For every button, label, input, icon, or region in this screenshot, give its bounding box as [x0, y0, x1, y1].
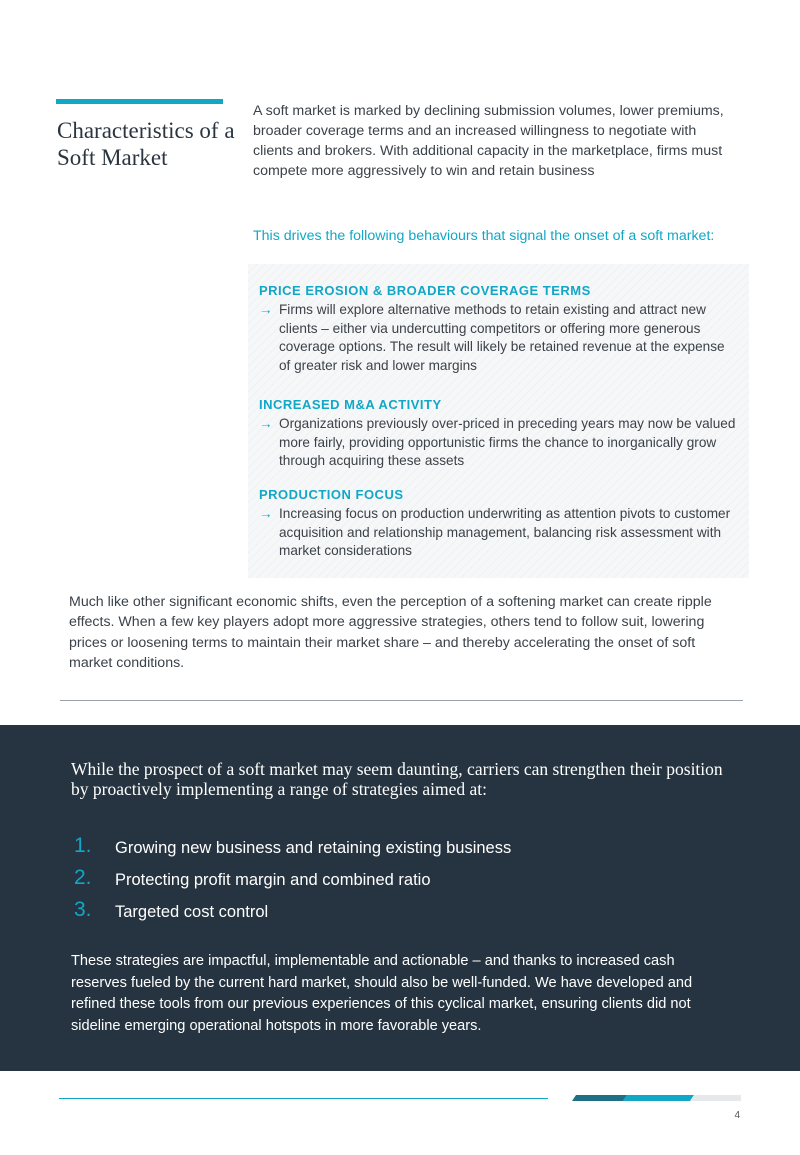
strategy-number: 3. — [74, 898, 92, 921]
behaviour-item — [259, 397, 739, 471]
footer-rule — [59, 1098, 548, 1099]
behaviour-item — [259, 283, 739, 375]
footer-stripe-light — [690, 1095, 741, 1101]
section-divider — [60, 700, 743, 701]
footer-stripe-dark — [572, 1095, 627, 1101]
behaviour-text: Increasing focus on production underwriting as attention pivots to customer acquisition and relationship management, balancing risk assessment with market considerations — [279, 506, 731, 558]
arrow-right-icon: → — [259, 506, 273, 521]
page-number: 4 — [734, 1110, 740, 1121]
callout-outro: These strategies are impactful, implementable and actionable – and thanks to increased cash reserves fueled by the current hard market, should also be well-funded. We have developed and refined these tools from our previous experiences of this cyclical market, ensuring clients did not sideline emerging operational hotspots in more favorable years. — [71, 953, 693, 1034]
arrow-right-icon: → — [259, 302, 273, 317]
section-title: Characteristics of a Soft Market — [57, 118, 235, 170]
strategies-callout — [0, 725, 800, 1071]
footer-stripe-graphic — [572, 1095, 741, 1101]
behaviour-title: PRODUCTION FOCUS — [259, 487, 404, 502]
callout-intro: While the prospect of a soft market may seem daunting, carriers can strengthen their position by proactively implementing a range of strategies aimed at: — [71, 759, 723, 799]
behaviour-text: Organizations previously over-priced in preceding years may now be valued more fairly, providing opportunistic firms the chance to inorganically grow through acquiring these assets — [279, 416, 736, 468]
behaviour-title: INCREASED M&A ACTIVITY — [259, 397, 442, 412]
arrow-right-icon: → — [259, 416, 273, 431]
behaviour-description — [259, 301, 739, 375]
strategy-number: 2. — [74, 866, 92, 889]
lead-sentence: This drives the following behaviours that signal the onset of a soft market: — [253, 228, 715, 244]
strategy-text: Growing new business and retaining existing business — [115, 839, 512, 857]
behaviour-text: Firms will explore alternative methods to retain existing and attract new clients – either via undercutting competitors or offering more generous coverage options. The result will likely be retained revenue at the expense of greater risk and lower margins — [279, 302, 725, 373]
footer-stripe-accent — [623, 1095, 694, 1101]
strategy-text: Targeted cost control — [115, 903, 269, 921]
closing-paragraph: Much like other significant economic shifts, even the perception of a softening market can create ripple effects. When a few key players adopt more aggressive strategies, others tend to follow suit, lowering prices or loosening terms to maintain their market share – and thereby accelerating the onset of soft market conditions. — [69, 594, 712, 671]
intro-paragraph: A soft market is marked by declining submission volumes, lower premiums, broader coverage terms and an increased willingness to negotiate with clients and brokers. With additional capacity in the marketplace, firms must compete more aggressively to win and retain business — [253, 103, 724, 179]
behaviours-panel — [248, 264, 749, 578]
title-accent-bar — [56, 99, 223, 104]
behaviour-description — [259, 505, 739, 561]
behaviour-title: PRICE EROSION & BROADER COVERAGE TERMS — [259, 283, 591, 298]
behaviour-description — [259, 415, 739, 471]
strategy-text: Protecting profit margin and combined ratio — [115, 871, 431, 889]
strategy-number: 1. — [74, 834, 92, 857]
behaviour-item — [259, 487, 739, 561]
